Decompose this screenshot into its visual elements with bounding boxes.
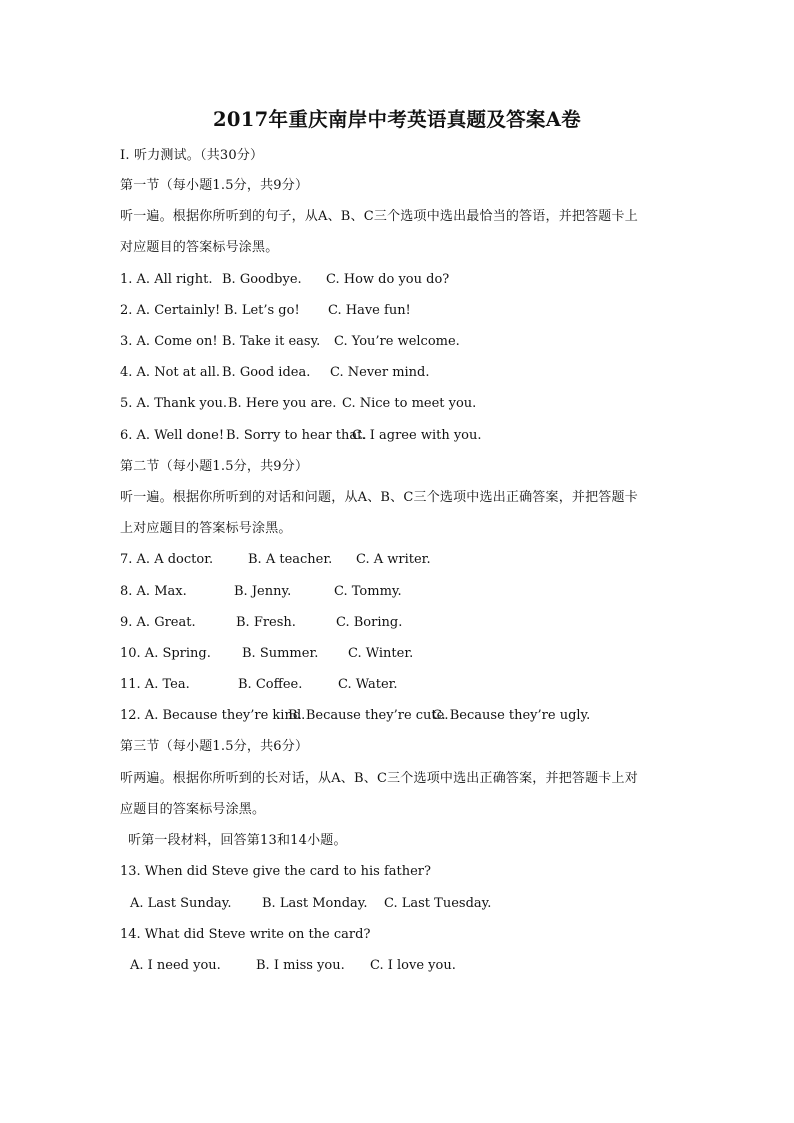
section2-instruction-line2: 上对应题目的答案标号涂黑。 [120, 521, 292, 536]
option-a: 6. A. Well done! [120, 428, 225, 443]
section2-instruction-line1: 听一遍。根据你所听到的对话和问题，从A、B、C三个选项中选出正确答案，并把答题卡 [120, 490, 638, 505]
option-c: C. A writer. [356, 552, 431, 567]
option-a: 7. A. A doctor. [120, 552, 214, 567]
option-b: B. Fresh. [236, 615, 296, 630]
option-b: B. Sorry to hear that. [226, 428, 367, 443]
option-c: C. How do you do? [326, 272, 450, 287]
option-b: B. I miss you. [256, 958, 345, 973]
option-c: C. Last Tuesday. [384, 896, 492, 911]
question-14-text: 14. What did Steve write on the card? [120, 927, 371, 942]
option-a: 4. A. Not at all. [120, 365, 221, 380]
option-b: B. Summer. [242, 646, 319, 661]
option-b: B. Let’s go! [224, 303, 300, 318]
option-c: C. Have fun! [328, 303, 411, 318]
section3-instruction-line2: 应题目的答案标号涂黑。 [120, 802, 266, 817]
option-c: C. Boring. [336, 615, 403, 630]
option-c: C. You’re welcome. [334, 334, 460, 349]
option-b: B. Goodbye. [222, 272, 302, 287]
option-a: A. I need you. [130, 958, 221, 973]
option-b: B. Because they’re cute. [288, 708, 449, 723]
question-13-text: 13. When did Steve give the card to his father? [120, 864, 431, 879]
option-a: 8. A. Max. [120, 584, 187, 599]
section3-heading: 第三节（每小题1.5分，共6分） [120, 739, 309, 754]
section1-instruction-line2: 对应题目的答案标号涂黑。 [120, 240, 279, 255]
option-c: C. Tommy. [334, 584, 402, 599]
option-a: 12. A. Because they’re kind. [120, 708, 306, 723]
option-c: C. Nice to meet you. [342, 396, 477, 411]
option-a: 2. A. Certainly! [120, 303, 221, 318]
option-c: C. Winter. [348, 646, 414, 661]
option-b: B. A teacher. [248, 552, 333, 567]
option-a: 10. A. Spring. [120, 646, 211, 661]
page-title: 2017年重庆南岸中考英语真题及答案A卷 [213, 108, 581, 131]
section2-heading: 第二节（每小题1.5分，共9分） [120, 459, 309, 474]
section1-heading: 第一节（每小题1.5分，共9分） [120, 178, 309, 193]
section1-instruction-line1: 听一遍。根据你所听到的句子，从A、B、C三个选项中选出最恰当的答语，并把答题卡上 [120, 209, 638, 224]
material-note: 听第一段材料，回答第13和14小题。 [128, 833, 347, 848]
option-c: C. Never mind. [330, 365, 430, 380]
option-c: C. Because they’re ugly. [432, 708, 591, 723]
option-c: C. I agree with you. [352, 428, 482, 443]
option-a: 9. A. Great. [120, 615, 196, 630]
option-b: B. Here you are. [228, 396, 337, 411]
option-c: C. I love you. [370, 958, 456, 973]
option-b: B. Take it easy. [222, 334, 321, 349]
option-a: 1. A. All right. [120, 272, 213, 287]
part1-heading: I. 听力测试。（共30分） [120, 148, 264, 163]
option-b: B. Coffee. [238, 677, 303, 692]
option-b: B. Jenny. [234, 584, 292, 599]
option-a: A. Last Sunday. [130, 896, 232, 911]
option-b: B. Last Monday. [262, 896, 368, 911]
option-a: 3. A. Come on! [120, 334, 218, 349]
option-a: 11. A. Tea. [120, 677, 190, 692]
option-c: C. Water. [338, 677, 398, 692]
section3-instruction-line1: 听两遍。根据你所听到的长对话，从A、B、C三个选项中选出正确答案，并把答题卡上对 [120, 771, 638, 786]
option-a: 5. A. Thank you. [120, 396, 228, 411]
option-b: B. Good idea. [222, 365, 311, 380]
